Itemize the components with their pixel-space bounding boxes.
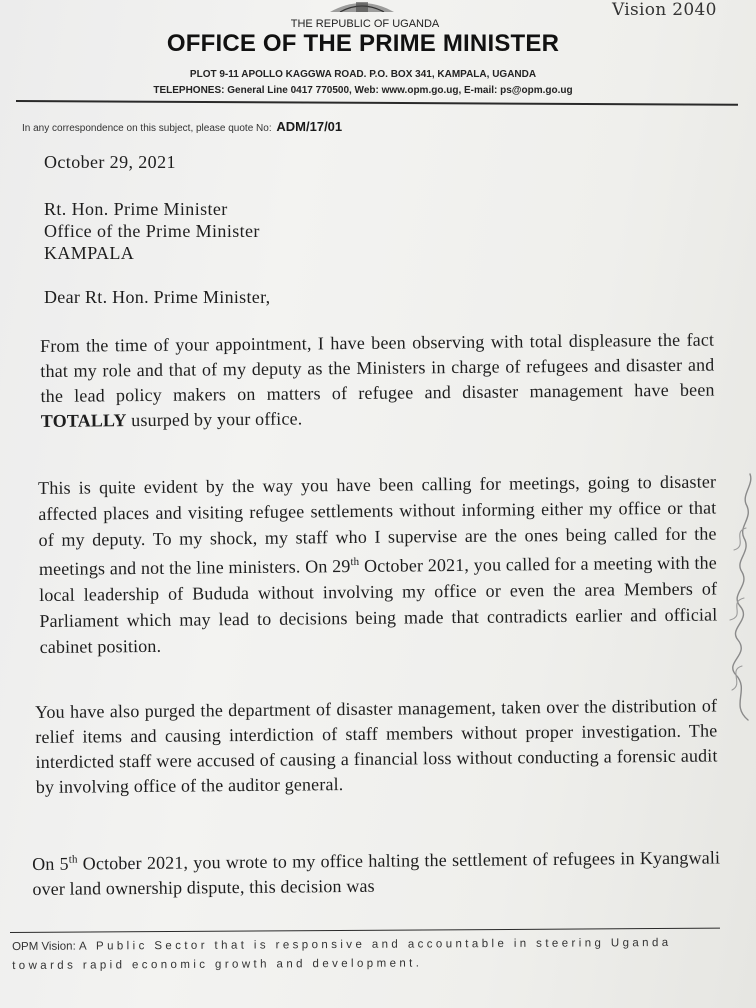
paragraph-2-text: This is quite evident by the way you have been calling for meetings, going to disaster affected places and visiting refugee settlements without informing either my office or that of my deputy. To my shock, my staff who I supervise are the ones being called for the meetings and not the line ministers. On 29 bbox=[38, 471, 717, 580]
vision-label: OPM Vision: bbox=[12, 940, 76, 953]
paragraph-4-text: On 5 bbox=[32, 853, 69, 874]
paragraph-2-text-end: October 2021, you called for a meeting with the local leadership of Bududa without involving my office or even the area Members of Parliament which may lead to decisions being made that contradicts earlier and official cabinet position. bbox=[39, 552, 718, 657]
paragraph-4-text-end: October 2021, you wrote to my office halting the settlement of refugees in Kyangwali over land ownership dispute, this decision was bbox=[32, 847, 721, 899]
addressee-line: KAMPALA bbox=[44, 243, 135, 263]
handwritten-signature-icon bbox=[720, 470, 756, 730]
paragraph-1-emphasis: TOTALLY bbox=[40, 410, 127, 431]
paragraph-4-ordinal: th bbox=[68, 853, 78, 866]
paragraph-2-ordinal: th bbox=[350, 556, 360, 569]
reference-number: ADM/17/01 bbox=[276, 119, 343, 134]
paragraph-3: You have also purged the department of disaster management, taken over the distribution of relief items and causing interdiction of staff members without proper investigation. The interdicted staff were accused of causing a financial loss without conducting a forensic audit by involving office of the auditor general. bbox=[35, 695, 718, 797]
salutation: Dear Rt. Hon. Prime Minister, bbox=[44, 287, 271, 307]
paragraph-4 bbox=[32, 841, 720, 902]
reference-line bbox=[22, 119, 342, 134]
opm-vision-statement bbox=[12, 934, 702, 976]
paragraph-1-text-end: usurped by your office. bbox=[126, 408, 303, 431]
paragraph-1-text: From the time of your appointment, I have been observing with total displeasure the fact that my role and that of my deputy as the Ministers in charge of refugees and disaster and the lead policy makers on matters of refugee and disaster management have been bbox=[40, 329, 715, 406]
addressee-line: Office of the Prime Minister bbox=[44, 221, 260, 241]
coat-of-arms-icon bbox=[322, 0, 402, 12]
paragraph-2 bbox=[38, 469, 718, 660]
office-address: PLOT 9-11 APOLLO KAGGWA ROAD. P.O. BOX 341, KAMPALA, UGANDA bbox=[189, 69, 537, 80]
vision-2040-badge: Vision 2040 bbox=[612, 0, 717, 20]
header-divider bbox=[16, 100, 738, 106]
office-title: OFFICE OF THE PRIME MINISTER bbox=[166, 30, 560, 57]
addressee-line: Rt. Hon. Prime Minister bbox=[44, 199, 228, 219]
republic-heading: THE REPUBLIC OF UGANDA bbox=[290, 18, 440, 30]
letter-date: October 29, 2021 bbox=[44, 152, 176, 172]
footer-divider bbox=[10, 928, 720, 933]
addressee-block bbox=[44, 198, 260, 264]
vision-text: A Public Sector that is responsive and accountable in steering Uganda towards rapid economic growth and development. bbox=[12, 936, 672, 972]
office-contacts: TELEPHONES: General Line 0417 770500, Web: www.opm.go.ug, E-mail: ps@opm.go.ug bbox=[153, 85, 573, 96]
paragraph-1 bbox=[40, 328, 715, 434]
reference-prompt: In any correspondence on this subject, please quote No: bbox=[22, 123, 272, 134]
